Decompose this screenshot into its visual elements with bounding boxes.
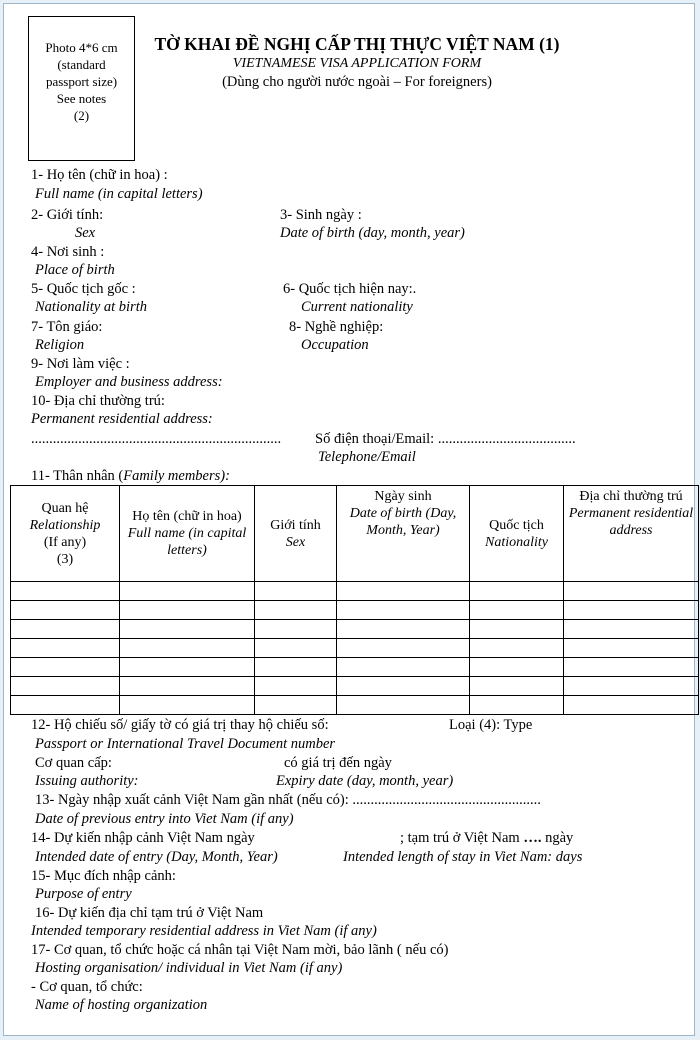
field-expiry-label: có giá trị đến ngày [284,755,392,771]
column-header-nationality: Quốc tịch Nationality [470,486,564,582]
table-cell[interactable] [255,601,337,620]
table-cell[interactable] [11,620,120,639]
form-subtitle: VIETNAMESE VISA APPLICATION FORM [232,56,482,71]
table-row [11,639,699,658]
family-members-table [10,485,699,715]
field-address-label-en: Permanent residential address: [31,411,213,427]
field-address-label: 10- Địa chỉ thường trú: [31,393,165,409]
table-cell[interactable] [11,582,120,601]
table-cell[interactable] [337,601,470,620]
field-nationality-birth-label: 5- Quốc tịch gốc : [31,281,136,297]
form-audience: (Dùng cho người nước ngoài – For foreigners) [222,74,492,90]
table-cell[interactable] [120,582,255,601]
field-issuer-label-en: Issuing authority: [35,773,139,789]
field-address-dots: ..................................................................... [31,431,282,447]
table-row [11,620,699,639]
table-cell[interactable] [255,658,337,677]
form-page [3,3,695,1036]
photo-label: Photo 4*6 cm [45,40,118,55]
photo-label: See notes [56,91,107,106]
field-religion-label-en: Religion [35,337,85,353]
table-cell[interactable] [337,639,470,658]
field-host-org-label: - Cơ quan, tổ chức: [31,979,143,995]
table-cell[interactable] [337,658,470,677]
column-header-sex: Giới tính Sex [255,486,337,582]
table-cell[interactable] [120,601,255,620]
field-host-label: 17- Cơ quan, tổ chức hoặc cá nhân tại Việt Nam mời, bảo lãnh ( nếu có) [31,942,449,958]
table-row [11,582,699,601]
photo-label: (2) [73,108,90,123]
field-previous-entry-label: 13- Ngày nhập xuất cảnh Việt Nam gần nhất (nếu có): .................................................... [35,792,541,808]
table-row [11,601,699,620]
field-passport-label: 12- Hộ chiếu số/ giấy tờ có giá trị thay hộ chiếu số: [31,717,329,733]
table-cell[interactable] [470,601,564,620]
table-cell[interactable] [255,582,337,601]
table-cell[interactable] [337,582,470,601]
field-entry-date-label: 14- Dự kiến nhập cảnh Việt Nam ngày [31,830,255,846]
field-dob-label-en: Date of birth (day, month, year) [280,225,465,241]
table-cell[interactable] [255,696,337,715]
table-cell[interactable] [11,677,120,696]
field-stay-label-en: Intended length of stay in Viet Nam: days [343,849,583,865]
field-purpose-label: 15- Mục đích nhập cảnh: [31,868,176,884]
table-cell[interactable] [337,677,470,696]
table-cell[interactable] [120,677,255,696]
table-row [11,696,699,715]
table-cell[interactable] [120,639,255,658]
table-cell[interactable] [11,639,120,658]
field-employer-label: 9- Nơi làm việc : [31,356,130,372]
field-employer-label-en: Employer and business address: [35,374,223,390]
table-cell[interactable] [564,582,699,601]
table-cell[interactable] [470,677,564,696]
photo-label: passport size) [45,74,118,89]
field-stay-text: ; tạm trú ở Việt Nam [400,830,520,846]
field-occupation-label-en: Occupation [301,337,369,353]
field-religion-label: 7- Tôn giáo: [31,319,103,335]
field-passport-type-label: Loại (4): Type [449,717,533,733]
table-cell[interactable] [11,696,120,715]
table-cell[interactable] [255,639,337,658]
field-phone-label-en: Telephone/Email [318,449,416,465]
table-cell[interactable] [564,639,699,658]
table-cell[interactable] [255,677,337,696]
field-full-name-label-en: Full name (in capital letters) [35,186,203,202]
table-cell[interactable] [337,696,470,715]
field-current-nationality-label: 6- Quốc tịch hiện nay:. [283,281,417,297]
field-sex-label: 2- Giới tính: [31,207,104,223]
table-header-row [11,486,699,582]
field-full-name-label: 1- Họ tên (chữ in hoa) : [31,167,168,183]
table-cell[interactable] [564,696,699,715]
table-cell[interactable] [120,620,255,639]
field-issuer-label: Cơ quan cấp: [35,755,112,771]
field-current-nationality-label-en: Current nationality [301,299,413,315]
field-entry-date-label-en: Intended date of entry (Day, Month, Year) [35,849,278,865]
table-cell[interactable] [470,582,564,601]
table-cell[interactable] [470,620,564,639]
field-nationality-birth-label-en: Nationality at birth [35,299,147,315]
field-temp-address-label-en: Intended temporary residential address in Viet Nam (if any) [31,923,377,939]
column-header-address: Địa chỉ thường trú Permanent residential address [564,486,699,582]
table-cell[interactable] [564,677,699,696]
field-purpose-label-en: Purpose of entry [35,886,132,902]
field-host-label-en: Hosting organisation/ individual in Viet Nam (if any) [35,960,343,976]
field-family-label-vi: 11- Thân nhân ( [31,468,124,484]
field-passport-label-en: Passport or International Travel Document number [35,736,336,752]
table-cell[interactable] [470,696,564,715]
table-cell[interactable] [564,658,699,677]
table-cell[interactable] [120,658,255,677]
field-phone-label: Số điện thoại/Email: ...................................... [315,431,576,447]
table-cell[interactable] [11,601,120,620]
field-birthplace-label: 4- Nơi sinh : [31,244,105,260]
table-cell[interactable] [470,639,564,658]
field-host-org-label-en: Name of hosting organization [35,997,208,1013]
table-cell[interactable] [120,696,255,715]
field-expiry-label-en: Expiry date (day, month, year) [276,773,454,789]
table-cell[interactable] [564,620,699,639]
field-occupation-label: 8- Nghề nghiệp: [289,319,384,335]
photo-label: (standard [57,57,106,72]
column-header-relationship: Quan hệ Relationship (If any) (3) [11,486,120,582]
field-dob-label: 3- Sinh ngày : [280,207,362,223]
field-birthplace-label-en: Place of birth [35,262,115,278]
field-stay-dots: …. [523,830,542,846]
form-title: TỜ KHAI ĐỀ NGHỊ CẤP THỊ THỰC VIỆT NAM (1) [154,34,560,54]
field-stay-label [400,829,573,847]
field-sex-label-en: Sex [75,225,96,241]
field-family-label [31,467,230,485]
column-header-date-of-birth: Ngày sinh Date of birth (Day, Month, Year) [337,486,470,582]
table-cell[interactable] [11,658,120,677]
table-cell[interactable] [564,601,699,620]
field-temp-address-label: 16- Dự kiến địa chỉ tạm trú ở Việt Nam [35,905,264,921]
field-previous-entry-label-en: Date of previous entry into Viet Nam (if any) [35,811,294,827]
table-row [11,658,699,677]
field-stay-days: ngày [545,830,574,846]
table-cell[interactable] [337,620,470,639]
table-cell[interactable] [470,658,564,677]
table-cell[interactable] [255,620,337,639]
field-family-label-en: Family members): [123,468,230,484]
photo-box [28,16,135,161]
column-header-full-name: Họ tên (chữ in hoa) Full name (in capital letters) [120,486,255,582]
table-row [11,677,699,696]
